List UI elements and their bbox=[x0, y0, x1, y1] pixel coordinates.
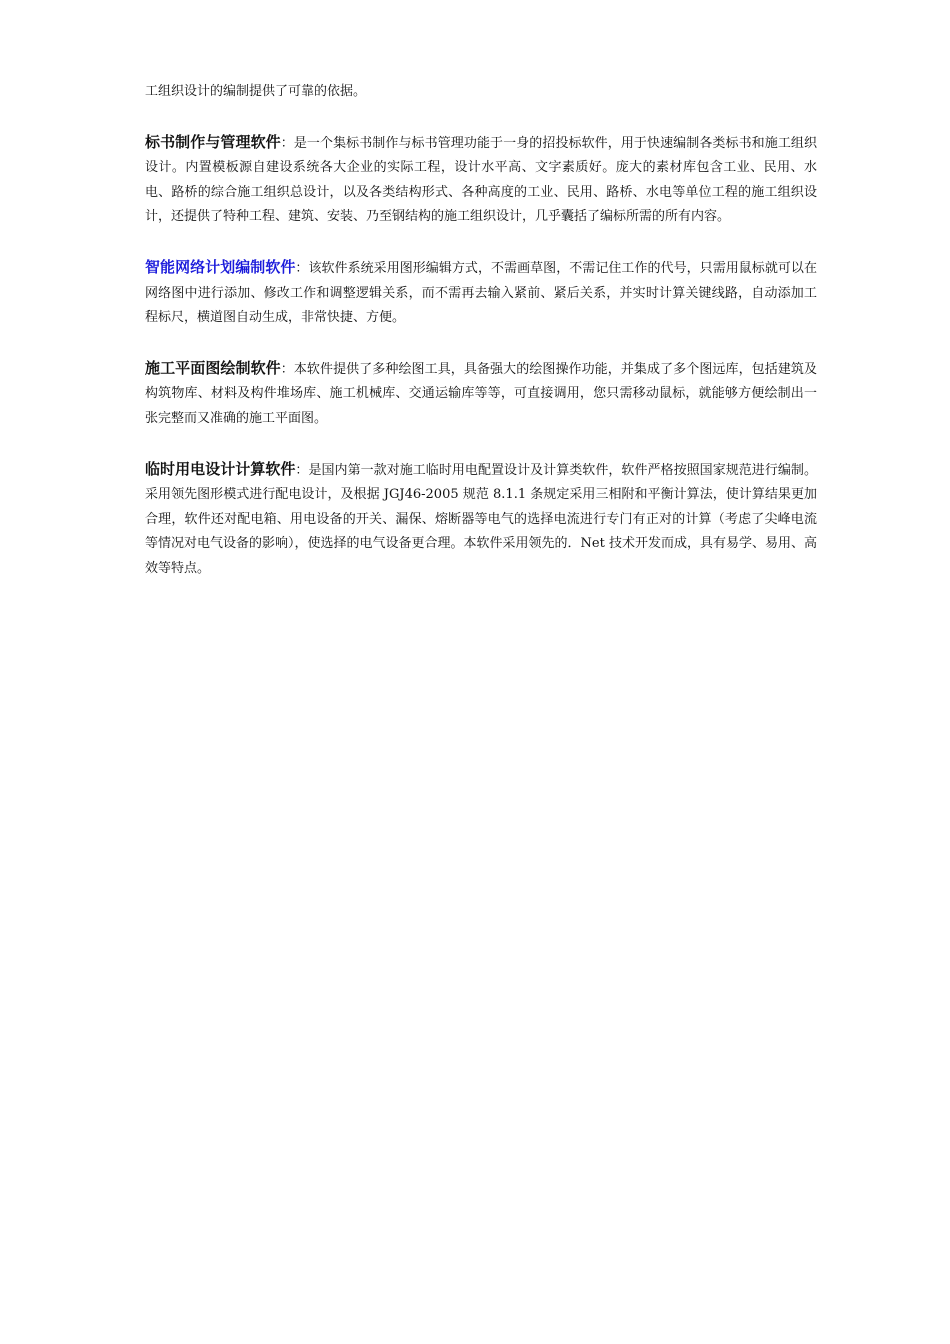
section-title-site-plan-software: 施工平面图绘制软件 bbox=[145, 358, 281, 377]
section-title-temp-power-software: 临时用电设计计算软件 bbox=[145, 459, 296, 478]
section-separator: ： bbox=[295, 260, 309, 276]
section-network-plan-software bbox=[145, 255, 817, 331]
section-title-bid-software: 标书制作与管理软件 bbox=[145, 132, 281, 151]
section-bid-software bbox=[145, 130, 817, 230]
section-body-site-plan-software: 本软件提供了多种绘图工具，具备强大的绘图操作功能，并集成了多个图远库，包括建筑及构筑物库、材料及构件堆场库、施工机械库、交通运输库等等，可直接调用，您只需移动鼠标，就能够方便绘制出一张完整而又准确的施工平面图。 bbox=[145, 361, 817, 426]
intro-paragraph: 工组织设计的编制提供了可靠的依据。 bbox=[145, 84, 367, 99]
section-body-network-plan-software: 该软件系统采用图形编辑方式，不需画草图，不需记住工作的代号，只需用鼠标就可以在网络图中进行添加、修改工作和调整逻辑关系，而不需再去输入紧前、紧后关系，并实时计算关键线路，自动添加工程标尺，横道图自动生成，非常快捷、方便。 bbox=[145, 260, 817, 326]
section-title-network-plan-link[interactable]: 智能网络计划编制软件 bbox=[145, 257, 296, 276]
section-separator: ： bbox=[280, 361, 294, 377]
section-body-temp-power-software: 是国内第一款对施工临时用电配置设计及计算类软件，软件严格按照国家规范进行编制。采用领先图形模式进行配电设计，及根据 JGJ46-2005 规范 8.1.1 条规定采用三相附和平衡计算法，使计算结果更加合理，软件还对配电箱、用电设备的开关、漏保、熔断器等电气的选择电流进行专门有正对的计算（考虑了尖峰电流等情况对电气设备的影响），使选择的电气设备更合理。本软件采用领先的．Net 技术开发而成，具有易学、易用、高效等特点。 bbox=[145, 462, 817, 576]
section-separator: ： bbox=[280, 135, 294, 151]
section-site-plan-software bbox=[145, 356, 817, 432]
section-temp-power-software bbox=[145, 457, 817, 582]
section-separator: ： bbox=[295, 462, 309, 478]
section-body-bid-software: 是一个集标书制作与标书管理功能于一身的招投标软件，用于快速编制各类标书和施工组织设计。内置模板源自建设系统各大企业的实际工程，设计水平高、文字素质好。庞大的素材库包含工业、民用、水电、路桥的综合施工组织总设计，以及各类结构形式、各种高度的工业、民用、路桥、水电等单位工程的施工组织设计，还提供了特种工程、建筑、安装、乃至钢结构的施工组织设计，几乎囊括了编标所需的所有内容。 bbox=[145, 135, 817, 225]
document-content bbox=[145, 80, 817, 607]
